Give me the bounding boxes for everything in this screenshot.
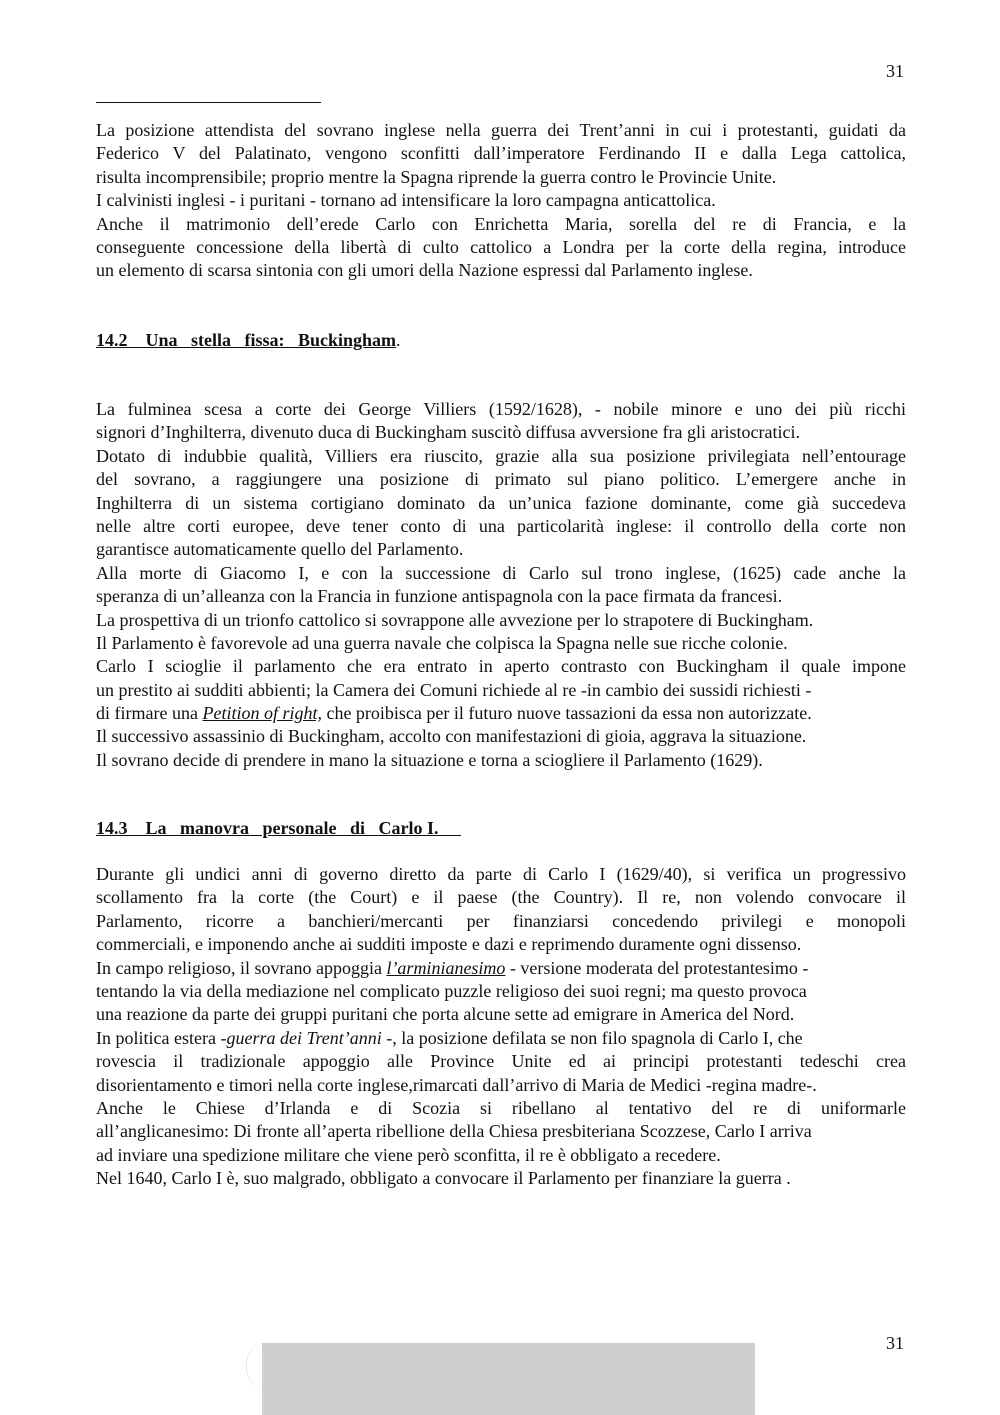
section-heading-punct: .	[396, 330, 401, 350]
text-line: Anche le Chiese d’Irlanda e di Scozia si ribellano al tentativo del re di uniformarle	[96, 1097, 906, 1118]
section-heading-14-3	[96, 817, 461, 840]
text-line	[96, 702, 906, 725]
text-line: garantisce automaticamente quello del Parlamento.	[96, 539, 464, 560]
text-line: Il sovrano decide di prendere in mano la situazione e torna a sciogliere il Parlamento (1629).	[96, 749, 763, 770]
text-line: speranza di un’alleanza con la Francia in funzione antispagnola con la pace firmata da francesi.	[96, 586, 783, 607]
text-line: conseguente concessione della libertà di culto cattolico a Londra per la corte della regina, introduce	[96, 236, 906, 257]
text-line: Dotato di indubbie qualità, Villiers era riuscito, grazie alla sua posizione privilegiata nell’entourage	[96, 445, 906, 466]
intro-paragraph	[96, 119, 906, 283]
text-line: La posizione attendista del sovrano inglese nella guerra dei Trent’anni in cui i protestanti, guidati da	[96, 120, 906, 140]
text-line: Carlo I scioglie il parlamento che era entrato in aperto contrasto con Buckingham il quale impone	[96, 656, 906, 677]
text-line: La prospettiva di un trionfo cattolico si sovrappone alle avvezione per lo strapotere di Buckingham.	[96, 609, 814, 630]
text-line: La fulminea scesa a corte dei George Villiers (1592/1628), - nobile minore e uno dei più ricchi	[96, 399, 906, 419]
text-line	[96, 1027, 906, 1050]
text-line: risulta incomprensibile; proprio mentre la Spagna riprende la guerra contro le Provincie Unite.	[96, 166, 777, 187]
text-line: Il Parlamento è favorevole ad una guerra navale che colpisca la Spagna nelle sue ricche colonie.	[96, 632, 788, 653]
text-line: ad inviare una spedizione militare che viene però sconfitta, il re è obbligato a recedere.	[96, 1144, 721, 1165]
section-14-2-body	[96, 398, 906, 772]
text-line: all’anglicanesimo: Di fronte all’aperta ribellione della Chiesa presbiteriana Scozzese, Carlo I arriva	[96, 1121, 812, 1142]
section-heading-text: 14.2 Una stella fissa: Buckingham	[96, 330, 397, 350]
section-14-3-body	[96, 863, 906, 1190]
text-italic: guerra dei Trent’anni	[226, 1027, 382, 1048]
text-line: Nel 1640, Carlo I è, suo malgrado, obbligato a convocare il Parlamento per finanziare la guerra .	[96, 1168, 791, 1189]
text-line: disorientamento e timori nella corte inglese,rimarcati dall’arrivo di Maria de Medici -regina madre-.	[96, 1074, 817, 1095]
text-fragment: - versione moderata del protestantesimo -	[505, 957, 809, 978]
footer-gray-box	[262, 1343, 755, 1415]
text-line: Federico V del Palatinato, vengono sconfitti dall’imperatore Ferdinando II e dalla Lega cattolica,	[96, 143, 906, 164]
text-line: scollamento fra la corte (the Court) e il paese (the Country). Il re, non volendo convocare il	[96, 887, 906, 908]
text-line: Anche il matrimonio dell’erede Carlo con Enrichetta Maria, sorella del re di Francia, e la	[96, 213, 906, 234]
text-line: Durante gli undici anni di governo diretto da parte di Carlo I (1629/40), si verifica un progressivo	[96, 864, 906, 884]
text-fragment: In campo religioso, il sovrano appoggia	[96, 957, 387, 978]
text-fragment: che proibisca per il futuro nuove tassazioni da essa non autorizzate.	[321, 703, 812, 724]
text-line: Il successivo assassinio di Buckingham, accolto con manifestazioni di gioia, aggrava la situazione.	[96, 726, 807, 747]
text-line: commerciali, e imponendo anche ai sudditi imposte e dazi e reprimendo duramente ogni dissenso.	[96, 934, 802, 955]
page-number-top: 31	[886, 61, 904, 81]
text-line: del sovrano, a raggiungere una posizione di primato sul piano politico. L’emergere anche in	[96, 469, 906, 490]
text-line: rovescia il tradizionale appoggio alle Province Unite ed ai principi protestanti tedeschi crea	[96, 1051, 906, 1072]
petition-of-right-link[interactable]: Petition of right,	[202, 703, 322, 724]
text-line: tentando la via della mediazione nel complicato puzzle religioso dei suoi regni; ma questo provoca	[96, 980, 807, 1001]
text-line: I calvinisti inglesi - i puritani - tornano ad intensificare la loro campagna anticattolica.	[96, 190, 716, 211]
text-line	[96, 957, 906, 980]
text-line: una reazione da parte dei gruppi puritani che porta alcune sette ad emigrare in America del Nord.	[96, 1004, 795, 1025]
text-fragment: di firmare una	[96, 703, 203, 724]
text-line: nelle altre corti europee, deve tener conto di una particolarità inglese: il controllo della corte non	[96, 515, 906, 536]
section-heading-14-2	[96, 329, 401, 352]
text-fragment: -, la posizione defilata se non filo spagnola di Carlo I, che	[381, 1027, 803, 1048]
text-line: Inghilterra di un sistema cortigiano dominato da un’unica fazione dominante, come già succedeva	[96, 492, 906, 513]
text-line: un elemento di scarsa sintonia con gli umori della Nazione espressi dal Parlamento inglese.	[96, 260, 753, 281]
arminianesimo-link[interactable]: l’arminianesimo	[386, 957, 506, 978]
page-number-bottom: 31	[886, 1333, 904, 1353]
text-line: un prestito ai sudditi abbienti; la Camera dei Comuni richiede al re -in cambio dei sussidi richiesti -	[96, 679, 812, 700]
text-line: signori d’Inghilterra, divenuto duca di Buckingham suscitò diffusa avversione fra gli aristocratici.	[96, 422, 800, 443]
text-fragment: In politica estera -	[96, 1027, 227, 1048]
text-line: Alla morte di Giacomo I, e con la successione di Carlo sul trono inglese, (1625) cade anche la	[96, 562, 906, 583]
footnote-separator	[96, 102, 321, 103]
text-line: Parlamento, ricorre a banchieri/mercanti per finanziarsi concedendo privilegi e monopoli	[96, 910, 906, 931]
section-heading-text: 14.3 La manovra personale di Carlo I.	[96, 818, 462, 838]
